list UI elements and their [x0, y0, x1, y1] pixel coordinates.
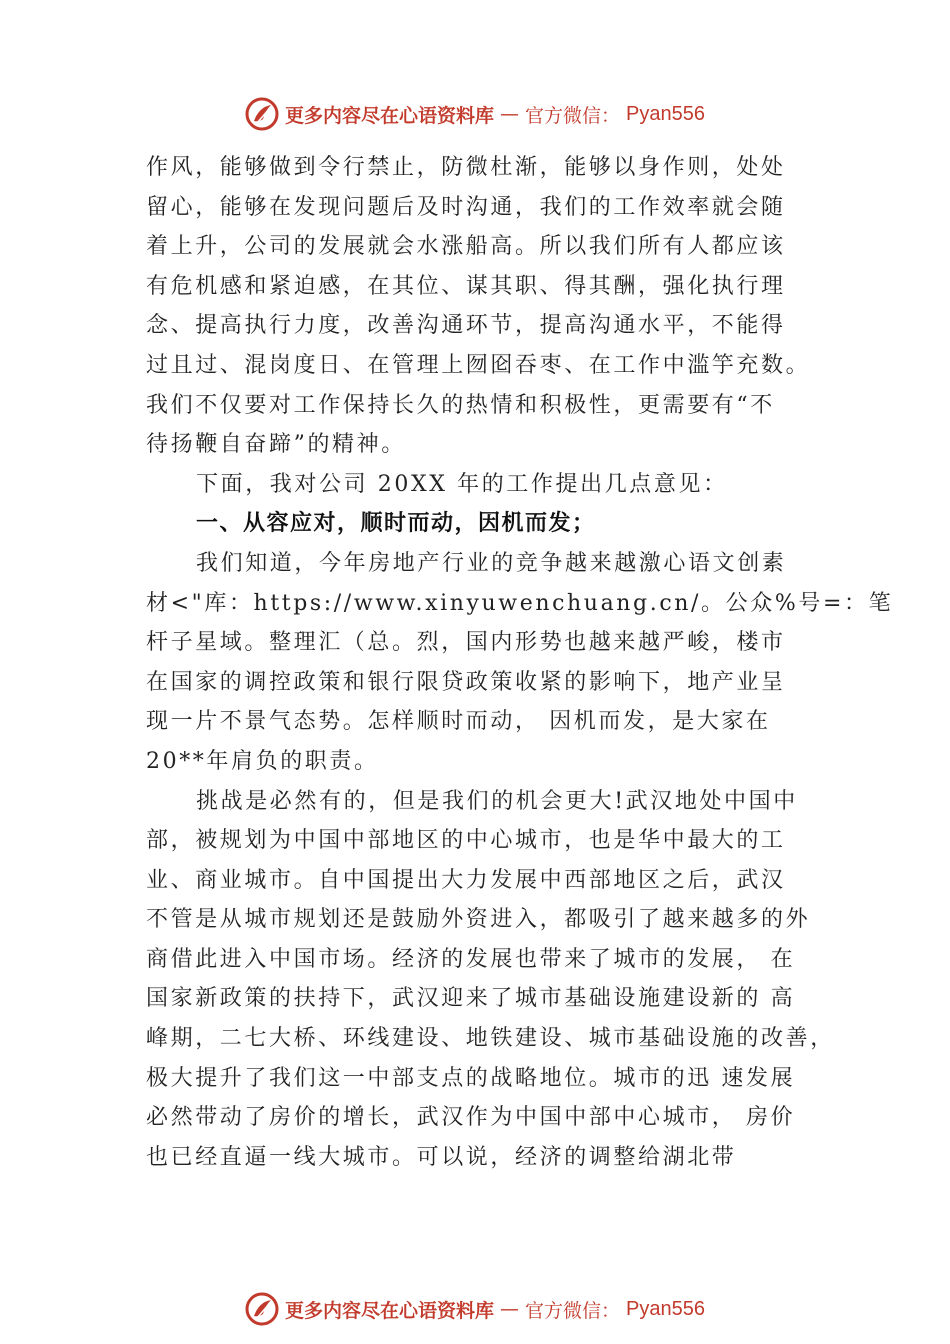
body-line: 材<"库：https://www.xinyuwenchuang.cn/。公众%号=：笔 — [146, 590, 894, 616]
body-line: 有危机感和紧迫感，在其位、谋其职、得其酬，强化执行理 — [146, 273, 786, 299]
body-line: 商借此进入中国市场。经济的发展也带来了城市的发展， 在 — [146, 946, 796, 972]
body-line: 作风，能够做到令行禁止，防微杜渐，能够以身作则，处处 — [146, 155, 786, 180]
footer-banner — [0, 1289, 950, 1329]
footer-wechat-label: 官方微信： — [525, 1299, 621, 1322]
body-line: 现一片不景气态势。怎样顺时而动， 因机而发，是大家在 — [146, 709, 771, 735]
brand-logo-icon — [245, 97, 279, 131]
header-wechat-label: 官方微信： — [525, 104, 621, 127]
header-banner — [0, 94, 950, 134]
body-line: 念、提高执行力度，改善沟通环节，提高沟通水平，不能得 — [146, 313, 786, 339]
body-line: 过且过、混岗度日、在管理上囫囵吞枣、在工作中滥竽充数。 — [146, 352, 811, 378]
body-line: 国家新政策的扶持下，武汉迎来了城市基础设施建设新的 高 — [146, 986, 796, 1012]
body-line: 下面，我对公司 20XX 年的工作提出几点意见： — [196, 471, 728, 497]
header-brand-text: 更多内容尽在心语资料库 — [285, 104, 495, 127]
footer-dash: — — [500, 1298, 520, 1320]
body-line: 也已经直逼一线大城市。可以说，经济的调整给湖北带 — [146, 1144, 737, 1170]
body-line: 着上升，公司的发展就会水涨船高。所以我们所有人都应该 — [146, 234, 786, 260]
body-line: 杆子星域。整理汇（总。烈，国内形势也越来越严峻，楼市 — [146, 630, 786, 656]
body-line: 挑战是必然有的，但是我们的机会更大!武汉地处中国中 — [196, 788, 798, 814]
body-line: 必然带动了房价的增长，武汉作为中国中部中心城市， 房价 — [146, 1105, 796, 1131]
body-line: 峰期，二七大桥、环线建设、地铁建设、城市基础设施的改善， — [146, 1026, 835, 1052]
section-heading: 一、从容应对，顺时而动，因机而发； — [196, 511, 596, 537]
body-line: 不管是从城市规划还是鼓励外资进入，都吸引了越来越多的外 — [146, 907, 811, 933]
footer-brand-text: 更多内容尽在心语资料库 — [285, 1299, 495, 1322]
body-line: 我们知道，今年房地产行业的竞争越来越激心语文创素 — [196, 550, 787, 576]
body-line: 待扬鞭自奋蹄”的精神。 — [146, 432, 406, 458]
body-line: 20**年肩负的职责。 — [146, 748, 379, 774]
header-dash: — — [500, 103, 520, 125]
brand-logo-icon — [245, 1292, 279, 1326]
body-line: 在国家的调控政策和银行限贷政策收紧的影响下，地产业呈 — [146, 669, 786, 695]
body-line: 业、商业城市。自中国提出大力发展中西部地区之后，武汉 — [146, 867, 786, 893]
body-line: 部，被规划为中国中部地区的中心城市，也是华中最大的工 — [146, 828, 786, 854]
body-line: 我们不仅要对工作保持长久的热情和积极性，更需要有“不 — [146, 392, 775, 418]
body-line: 留心，能够在发现问题后及时沟通，我们的工作效率就会随 — [146, 194, 786, 220]
document-body — [146, 148, 894, 1177]
footer-wechat-id: Pyan556 — [626, 1297, 705, 1320]
header-wechat-id: Pyan556 — [626, 102, 705, 125]
body-line: 极大提升了我们这一中部支点的战略地位。城市的迅 速发展 — [146, 1065, 796, 1091]
